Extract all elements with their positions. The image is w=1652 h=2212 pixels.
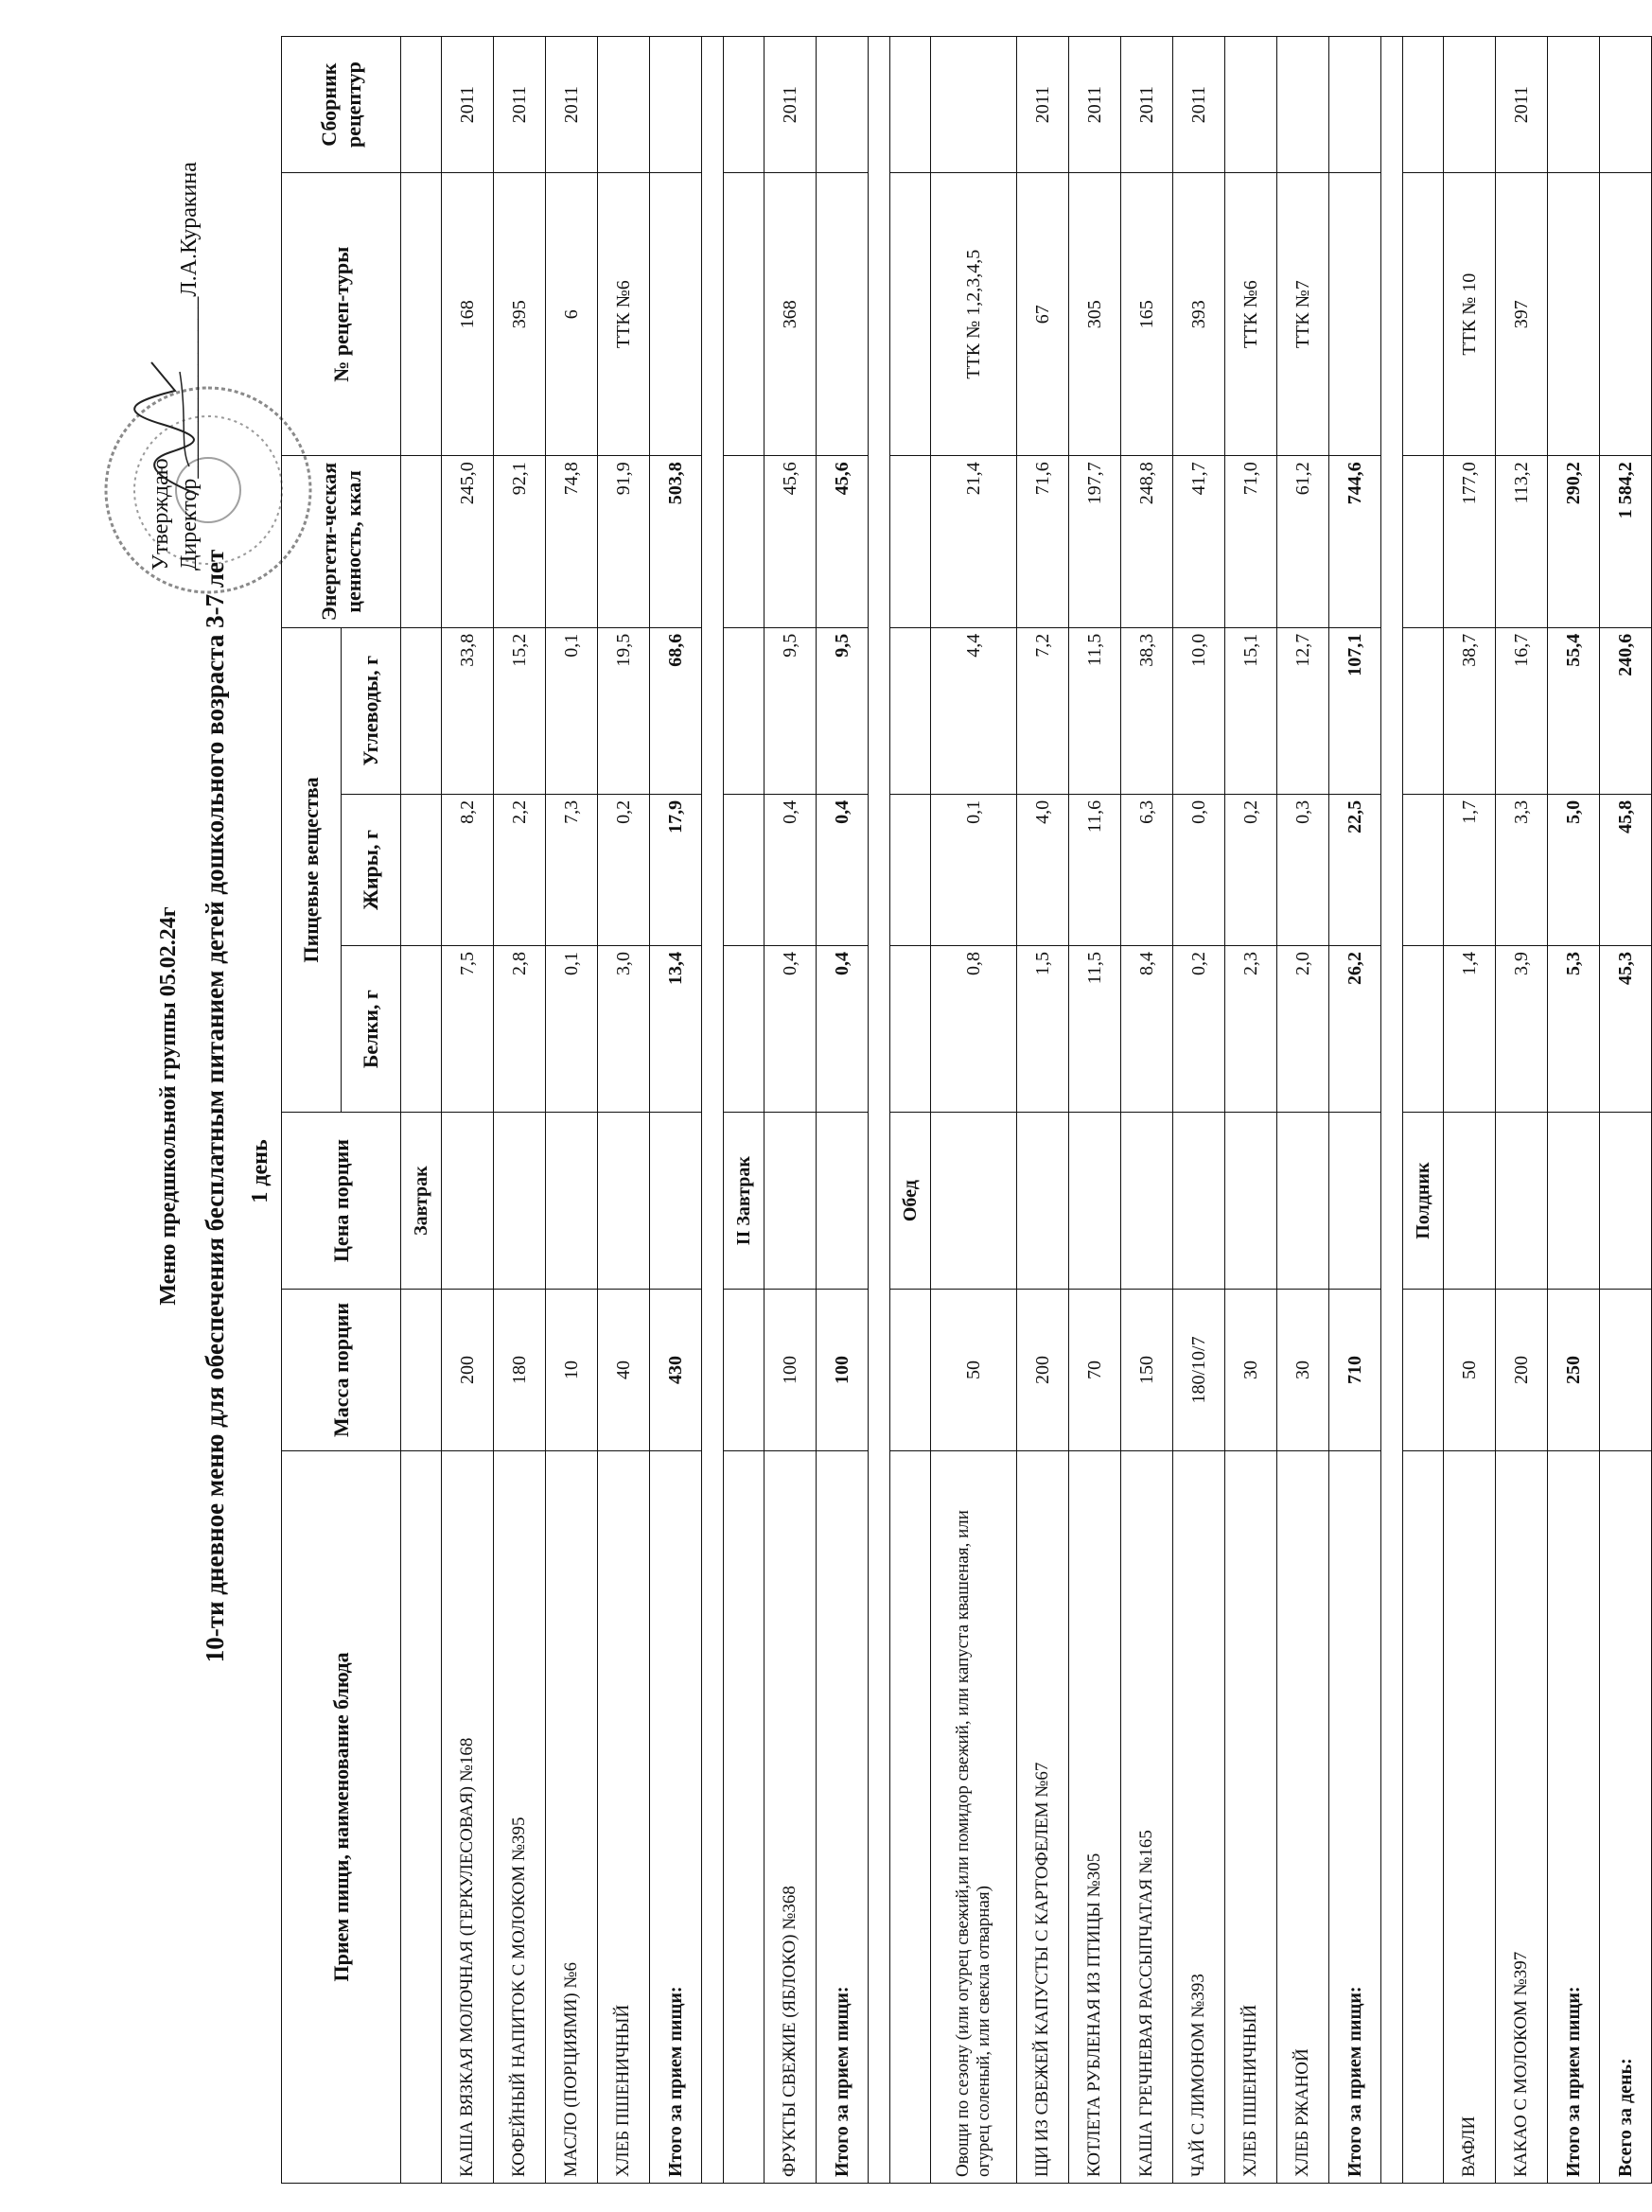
subtotal-mass: 250 — [1548, 1290, 1600, 1451]
subtotal-energy: 290,2 — [1548, 456, 1600, 628]
col-header-price: Цена порции — [282, 1113, 401, 1290]
dish-mass: 30 — [1225, 1290, 1277, 1451]
subtotal-energy: 45,6 — [817, 456, 869, 628]
day-label: 1 день — [248, 1139, 272, 1203]
dish-energy: 71,6 — [1017, 456, 1069, 628]
subtotal-label: Итого за прием пищи: — [817, 1450, 869, 2183]
col-header-mass: Масса порции — [282, 1290, 401, 1451]
dish-fats: 0,2 — [598, 794, 650, 945]
dish-fats: 0,1 — [931, 794, 1017, 945]
dish-name: МАСЛО (ПОРЦИЯМИ) №6 — [546, 1450, 598, 2183]
approve-label: Утверждаю — [149, 458, 173, 571]
dish-price — [1277, 1113, 1329, 1290]
dish-mass: 180 — [494, 1290, 546, 1451]
dish-mass: 200 — [1017, 1290, 1069, 1451]
subtotal-fats: 17,9 — [650, 794, 702, 945]
col-header-proteins: Белки, г — [342, 946, 401, 1113]
grand-total-row — [1600, 37, 1652, 2184]
section-gap — [869, 37, 890, 2184]
table-row — [442, 37, 494, 2184]
dish-energy: 91,9 — [598, 456, 650, 628]
dish-carbs: 33,8 — [442, 627, 494, 794]
section-row — [1403, 37, 1444, 2184]
subtotal-proteins: 26,2 — [1329, 946, 1381, 1113]
dish-carbs: 0,1 — [546, 627, 598, 794]
section-row — [401, 37, 442, 2184]
dish-energy: 177,0 — [1444, 456, 1496, 628]
dish-price — [931, 1113, 1017, 1290]
section-title: II Завтрак — [724, 1113, 764, 1290]
dish-carbs: 38,7 — [1444, 627, 1496, 794]
dish-price — [494, 1113, 546, 1290]
dish-price — [442, 1113, 494, 1290]
dish-recipe-no: 368 — [764, 173, 817, 456]
section-title: Полдник — [1403, 1113, 1444, 1290]
dish-fats: 0,0 — [1173, 794, 1225, 945]
dish-carbs: 38,3 — [1121, 627, 1173, 794]
dish-recipe-no: ТТК №6 — [598, 173, 650, 456]
table-header — [282, 37, 401, 2184]
dish-proteins: 8,4 — [1121, 946, 1173, 1113]
subtotal-energy: 744,6 — [1329, 456, 1381, 628]
dish-price — [764, 1113, 817, 1290]
dish-name: ФРУКТЫ СВЕЖИЕ (ЯБЛОКО) №368 — [764, 1450, 817, 2183]
dish-price — [1225, 1113, 1277, 1290]
table-row — [598, 37, 650, 2184]
subtotal-row — [817, 37, 869, 2184]
dish-fats: 0,3 — [1277, 794, 1329, 945]
subtotal-label: Итого за прием пищи: — [1548, 1450, 1600, 2183]
dish-carbs: 11,5 — [1069, 627, 1121, 794]
dish-proteins: 0,2 — [1173, 946, 1225, 1113]
dish-collection: 2011 — [1069, 37, 1121, 173]
subtotal-mass: 100 — [817, 1290, 869, 1451]
dish-fats: 4,0 — [1017, 794, 1069, 945]
dish-price — [1173, 1113, 1225, 1290]
dish-energy: 74,8 — [546, 456, 598, 628]
dish-carbs: 15,1 — [1225, 627, 1277, 794]
dish-mass: 70 — [1069, 1290, 1121, 1451]
dish-name: КОФЕЙНЫЙ НАПИТОК С МОЛОКОМ №395 — [494, 1450, 546, 2183]
table-row — [1277, 37, 1329, 2184]
section-row — [724, 37, 764, 2184]
table-row — [1496, 37, 1548, 2184]
table-row — [1173, 37, 1225, 2184]
dish-carbs: 4,4 — [931, 627, 1017, 794]
dish-collection: 2011 — [1121, 37, 1173, 173]
section-title: Обед — [890, 1113, 931, 1290]
menu-table — [281, 36, 1652, 2184]
dish-name: КОТЛЕТА РУБЛЕНАЯ ИЗ ПТИЦЫ №305 — [1069, 1450, 1121, 2183]
dish-proteins: 3,0 — [598, 946, 650, 1113]
dish-collection: 2011 — [494, 37, 546, 173]
dish-recipe-no: ТТК №6 — [1225, 173, 1277, 456]
dish-name: ЧАЙ С ЛИМОНОМ №393 — [1173, 1450, 1225, 2183]
dish-proteins: 1,4 — [1444, 946, 1496, 1113]
subtotal-label: Итого за прием пищи: — [1329, 1450, 1381, 2183]
dish-fats: 0,4 — [764, 794, 817, 945]
dish-mass: 40 — [598, 1290, 650, 1451]
grand-total-label: Всего за день: — [1600, 1450, 1652, 2183]
subtotal-proteins: 13,4 — [650, 946, 702, 1113]
dish-mass: 180/10/7 — [1173, 1290, 1225, 1451]
grand-total-fats: 45,8 — [1600, 794, 1652, 945]
dish-mass: 200 — [442, 1290, 494, 1451]
dish-fats: 7,3 — [546, 794, 598, 945]
director-name: Л.А.Куракина — [177, 162, 202, 297]
dish-energy: 41,7 — [1173, 456, 1225, 628]
dish-energy: 245,0 — [442, 456, 494, 628]
col-header-energy: Энергети-ческая ценность, ккал — [282, 456, 401, 628]
dish-energy: 21,4 — [931, 456, 1017, 628]
dish-energy: 71,0 — [1225, 456, 1277, 628]
dish-energy: 248,8 — [1121, 456, 1173, 628]
dish-carbs: 15,2 — [494, 627, 546, 794]
grand-total-energy: 1 584,2 — [1600, 456, 1652, 628]
dish-name: ВАФЛИ — [1444, 1450, 1496, 2183]
subtotal-row — [1548, 37, 1600, 2184]
dish-fats: 3,3 — [1496, 794, 1548, 945]
table-row — [1444, 37, 1496, 2184]
dish-mass: 30 — [1277, 1290, 1329, 1451]
subtotal-label: Итого за прием пищи: — [650, 1450, 702, 2183]
dish-mass: 50 — [1444, 1290, 1496, 1451]
section-title: Завтрак — [401, 1113, 442, 1290]
dish-price — [1496, 1113, 1548, 1290]
table-row — [1121, 37, 1173, 2184]
subtotal-proteins: 5,3 — [1548, 946, 1600, 1113]
subtotal-mass: 710 — [1329, 1290, 1381, 1451]
dish-energy: 113,2 — [1496, 456, 1548, 628]
dish-proteins: 0,4 — [764, 946, 817, 1113]
grand-total-carbs: 240,6 — [1600, 627, 1652, 794]
dish-price — [1121, 1113, 1173, 1290]
dish-price — [1017, 1113, 1069, 1290]
col-header-fats: Жиры, г — [342, 794, 401, 945]
dish-name: КАКАО С МОЛОКОМ №397 — [1496, 1450, 1548, 2183]
table-row — [494, 37, 546, 2184]
dish-recipe-no: 397 — [1496, 173, 1548, 456]
dish-name: ХЛЕБ ПШЕНИЧНЫЙ — [598, 1450, 650, 2183]
dish-name: ХЛЕБ РЖАНОЙ — [1277, 1450, 1329, 2183]
section-gap — [702, 37, 724, 2184]
dish-proteins: 2,0 — [1277, 946, 1329, 1113]
dish-recipe-no: ТТК № 1,2,3,4,5 — [931, 173, 1017, 456]
subtotal-row — [1329, 37, 1381, 2184]
subtotal-carbs: 107,1 — [1329, 627, 1381, 794]
dish-energy: 45,6 — [764, 456, 817, 628]
dish-mass: 150 — [1121, 1290, 1173, 1451]
dish-fats: 0,2 — [1225, 794, 1277, 945]
dish-fats: 1,7 — [1444, 794, 1496, 945]
table-row — [1225, 37, 1277, 2184]
dish-collection: 2011 — [546, 37, 598, 173]
dish-proteins: 3,9 — [1496, 946, 1548, 1113]
dish-carbs: 7,2 — [1017, 627, 1069, 794]
menu-main-title: 10-ти дневное меню для обеспечения бесплатным питанием детей дошкольного возраста 3-7 лет — [201, 549, 229, 1663]
dish-recipe-no: 305 — [1069, 173, 1121, 456]
dish-recipe-no: 6 — [546, 173, 598, 456]
dish-collection: 2011 — [1173, 37, 1225, 173]
dish-proteins: 1,5 — [1017, 946, 1069, 1113]
table-row — [546, 37, 598, 2184]
dish-fats: 11,6 — [1069, 794, 1121, 945]
table-row — [931, 37, 1017, 2184]
dish-recipe-no: 67 — [1017, 173, 1069, 456]
subtotal-carbs: 55,4 — [1548, 627, 1600, 794]
col-header-nutrients: Пищевые вещества — [282, 627, 342, 1113]
dish-recipe-no: ТТК №7 — [1277, 173, 1329, 456]
dish-recipe-no: 395 — [494, 173, 546, 456]
subtotal-carbs: 9,5 — [817, 627, 869, 794]
dish-collection — [598, 37, 650, 173]
dish-fats: 8,2 — [442, 794, 494, 945]
dish-mass: 50 — [931, 1290, 1017, 1451]
subtotal-proteins: 0,4 — [817, 946, 869, 1113]
dish-carbs: 19,5 — [598, 627, 650, 794]
dish-collection — [931, 37, 1017, 173]
table-body — [401, 37, 1652, 2184]
dish-recipe-no: 168 — [442, 173, 494, 456]
section-row — [890, 37, 931, 2184]
col-header-recipe-no: № рецеп-туры — [282, 173, 401, 456]
dish-recipe-no: 393 — [1173, 173, 1225, 456]
dish-price — [1444, 1113, 1496, 1290]
dish-collection: 2011 — [764, 37, 817, 173]
grand-total-proteins: 45,3 — [1600, 946, 1652, 1113]
dish-recipe-no: 165 — [1121, 173, 1173, 456]
dish-price — [598, 1113, 650, 1290]
dish-collection: 2011 — [442, 37, 494, 173]
subtotal-carbs: 68,6 — [650, 627, 702, 794]
dish-collection — [1225, 37, 1277, 173]
dish-mass: 100 — [764, 1290, 817, 1451]
dish-proteins: 7,5 — [442, 946, 494, 1113]
dish-fats: 6,3 — [1121, 794, 1173, 945]
director-label: Директор — [177, 478, 202, 571]
dish-proteins: 2,3 — [1225, 946, 1277, 1113]
dish-collection: 2011 — [1496, 37, 1548, 173]
dish-name: ХЛЕБ ПШЕНИЧНЫЙ — [1225, 1450, 1277, 2183]
dish-name: Овощи по сезону (или огурец свежий,или помидор свежий, или капуста квашеная, или огурец соленый, или свекла отварная) — [931, 1450, 1017, 2183]
subtotal-mass: 430 — [650, 1290, 702, 1451]
table-row — [1069, 37, 1121, 2184]
subtotal-fats: 5,0 — [1548, 794, 1600, 945]
col-header-collection: Сборник рецептур — [282, 37, 401, 173]
dish-name: КАША ВЯЗКАЯ МОЛОЧНАЯ (ГЕРКУЛЕСОВАЯ) №168 — [442, 1450, 494, 2183]
dish-mass: 200 — [1496, 1290, 1548, 1451]
dish-collection — [1444, 37, 1496, 173]
subtotal-fats: 22,5 — [1329, 794, 1381, 945]
dish-carbs: 9,5 — [764, 627, 817, 794]
dish-collection: 2011 — [1017, 37, 1069, 173]
dish-price — [546, 1113, 598, 1290]
dish-energy: 61,2 — [1277, 456, 1329, 628]
table-row — [1017, 37, 1069, 2184]
col-header-meal: Прием пищи, наименование блюда — [282, 1450, 401, 2183]
dish-proteins: 0,1 — [546, 946, 598, 1113]
dish-proteins: 2,8 — [494, 946, 546, 1113]
table-row — [764, 37, 817, 2184]
dish-energy: 197,7 — [1069, 456, 1121, 628]
dish-name: ЩИ ИЗ СВЕЖЕЙ КАПУСТЫ С КАРТОФЕЛЕМ №67 — [1017, 1450, 1069, 2183]
menu-group-title: Меню предшкольной группы 05.02.24г — [156, 906, 181, 1306]
dish-name: КАША ГРЕЧНЕВАЯ РАССЫПЧАТАЯ №165 — [1121, 1450, 1173, 2183]
dish-energy: 92,1 — [494, 456, 546, 628]
subtotal-row — [650, 37, 702, 2184]
subtotal-energy: 503,8 — [650, 456, 702, 628]
section-gap — [1381, 37, 1403, 2184]
director-line: Директор________________Л.А.Куракина — [175, 162, 203, 571]
dish-price — [1069, 1113, 1121, 1290]
dish-fats: 2,2 — [494, 794, 546, 945]
dish-collection — [1277, 37, 1329, 173]
dish-recipe-no: ТТК № 10 — [1444, 173, 1496, 456]
dish-carbs: 12,7 — [1277, 627, 1329, 794]
dish-proteins: 0,8 — [931, 946, 1017, 1113]
dish-carbs: 16,7 — [1496, 627, 1548, 794]
col-header-carbs: Углеводы, г — [342, 627, 401, 794]
subtotal-fats: 0,4 — [817, 794, 869, 945]
dish-carbs: 10,0 — [1173, 627, 1225, 794]
dish-proteins: 11,5 — [1069, 946, 1121, 1113]
dish-mass: 10 — [546, 1290, 598, 1451]
